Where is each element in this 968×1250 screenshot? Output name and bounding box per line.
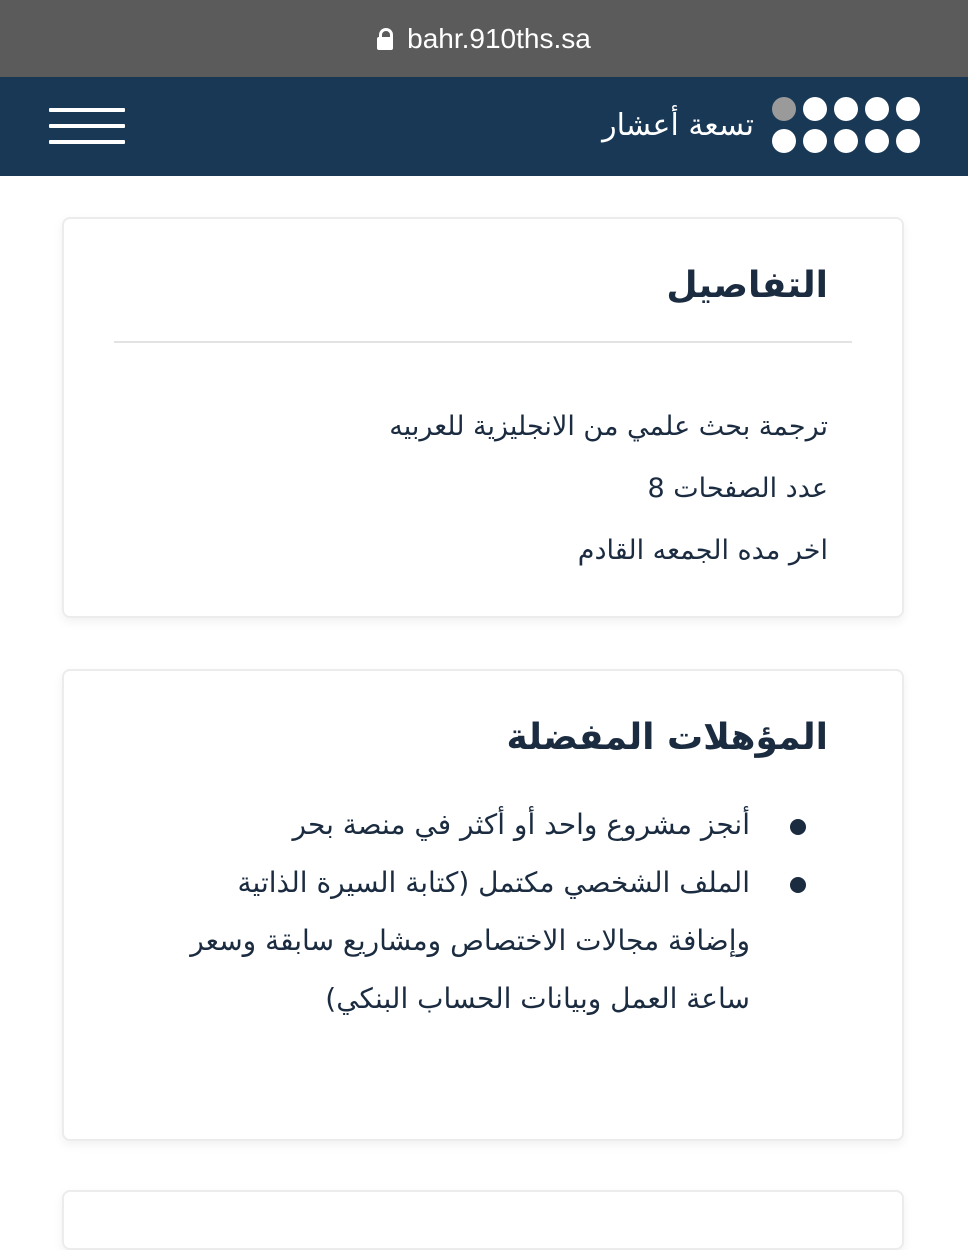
divider	[114, 341, 852, 343]
menu-line	[49, 108, 125, 112]
url-text[interactable]: bahr.910ths.sa	[407, 22, 591, 54]
lock-icon	[377, 28, 393, 50]
details-card	[62, 217, 904, 618]
hamburger-menu-button[interactable]	[49, 108, 125, 144]
site-logo[interactable]	[602, 97, 920, 153]
detail-page-count: عدد الصفحات 8	[647, 473, 828, 504]
detail-deadline: اخر مده الجمعه القادم	[577, 535, 828, 566]
list-item: أنجز مشروع واحد أو أكثر في منصة بحر	[188, 796, 808, 854]
menu-line	[49, 140, 125, 144]
menu-line	[49, 124, 125, 128]
detail-description: ترجمة بحث علمي من الانجليزية للعربيه	[389, 411, 828, 442]
browser-url-bar[interactable]	[0, 0, 968, 77]
details-title: التفاصيل	[666, 265, 828, 306]
qualifications-card	[62, 669, 904, 1141]
logo-dots-icon	[772, 97, 920, 153]
site-header	[0, 77, 968, 176]
brand-name: تسعة أعشار	[602, 107, 754, 143]
next-card	[62, 1190, 904, 1250]
list-item: الملف الشخصي مكتمل (كتابة السيرة الذاتية وإضافة مجالات الاختصاص ومشاريع سابقة وسعر ساعة العمل وبيانات الحساب البنكي)	[188, 854, 808, 1028]
qualifications-title: المؤهلات المفضلة	[506, 717, 828, 758]
qualifications-list	[188, 796, 808, 1028]
